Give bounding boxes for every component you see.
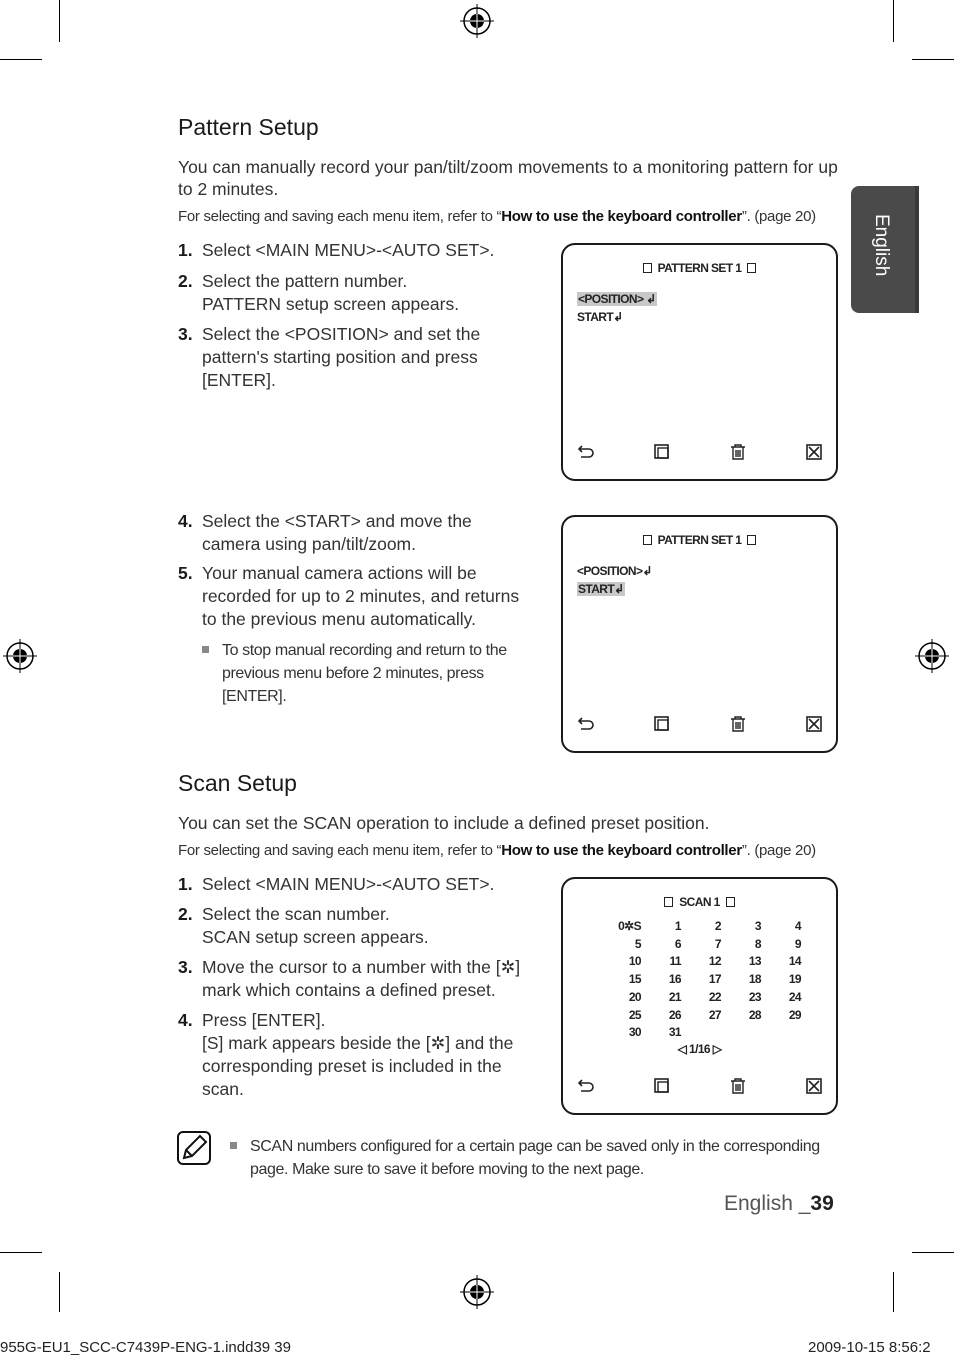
refer-prefix: For selecting and saving each menu item, refer to “ — [178, 208, 502, 225]
crop-mark — [893, 0, 894, 42]
language-side-tab-label: English — [871, 214, 892, 277]
step-text — [202, 1009, 513, 1101]
osd-title-text: PATTERN SET 1 — [657, 533, 742, 547]
step-line: Press [ENTER]. — [202, 1010, 326, 1030]
osd-title — [563, 895, 836, 909]
scan-number-cell[interactable]: 21 — [668, 989, 681, 1004]
note-line: page. Make sure to save it before moving to the next page. — [250, 1161, 644, 1178]
return-icon[interactable] — [577, 715, 595, 733]
return-icon[interactable] — [577, 1077, 595, 1095]
scan-page-indicator — [563, 1042, 836, 1056]
pattern-setup-refer — [178, 208, 848, 225]
scan-number-cell[interactable]: 6 — [674, 936, 681, 951]
step-line: Select the scan number. — [202, 904, 390, 924]
step-line: camera using pan/tilt/zoom. — [202, 534, 416, 554]
scan-number-cell[interactable]: 17 — [708, 972, 721, 987]
crop-mark — [893, 1272, 894, 1312]
crop-mark — [912, 1252, 954, 1253]
scan-number-cell[interactable]: 7 — [714, 936, 721, 951]
scan-number-cell[interactable]: 13 — [748, 954, 761, 969]
return-icon[interactable] — [577, 443, 595, 461]
enter-arrow-icon: ↲ — [642, 564, 652, 578]
scan-number-cell[interactable]: 22 — [708, 989, 721, 1004]
refer-suffix: ”. (page 20) — [741, 208, 816, 225]
step-line: to the previous menu automatically. — [202, 609, 476, 629]
footer-timestamp: 2009-10-15 8:56:2 — [808, 1339, 931, 1356]
refer-prefix: For selecting and saving each menu item, refer to “ — [178, 842, 502, 859]
save-icon[interactable] — [653, 1077, 671, 1095]
scan-setup-title: Scan Setup — [178, 770, 297, 796]
step-number: 2. — [178, 904, 193, 924]
step-line: Select the <POSITION> and set the — [202, 324, 481, 344]
step-line: Select the <START> and move the — [202, 511, 472, 531]
scan-number-cell[interactable]: 24 — [788, 989, 801, 1004]
save-icon[interactable] — [653, 443, 671, 461]
scan-number-cell[interactable]: 19 — [788, 972, 801, 987]
pattern-set-screen-2 — [561, 515, 838, 753]
scan-number-cell[interactable]: 10 — [628, 954, 641, 969]
step-text — [202, 562, 519, 631]
osd-position-label: <POSITION> — [578, 292, 644, 306]
save-icon[interactable] — [653, 715, 671, 733]
step-line: SCAN setup screen appears. — [202, 927, 429, 947]
scan-number-cell[interactable]: 26 — [668, 1007, 681, 1022]
step-line: corresponding preset is included in the — [202, 1056, 502, 1076]
step-line: mark which contains a defined preset. — [202, 980, 496, 1000]
footer-file-info: 955G-EU1_SCC-C7439P-ENG-1.indd39 39 — [0, 1339, 291, 1356]
refer-suffix: ”. (page 20) — [741, 842, 816, 859]
scan-number-cell[interactable]: 30 — [628, 1025, 641, 1040]
osd-title-text: SCAN 1 — [679, 895, 720, 909]
step-line: pattern's starting position and press — [202, 347, 478, 367]
delete-icon[interactable] — [729, 715, 747, 733]
step-number: 5. — [178, 563, 193, 583]
registration-mark-icon — [915, 639, 949, 673]
scan-bottom-note — [250, 1135, 820, 1181]
scan-number-cell[interactable]: 1 — [674, 919, 681, 933]
scan-number-cell[interactable]: 25 — [628, 1007, 641, 1022]
step-number: 1. — [178, 240, 193, 260]
scan-setup-refer — [178, 842, 848, 859]
scan-number-cell[interactable]: 14 — [788, 954, 801, 969]
step-number: 3. — [178, 957, 193, 977]
scan-number-cell[interactable]: 31 — [668, 1025, 681, 1040]
osd-start-label: START — [577, 310, 614, 324]
step-text — [202, 903, 429, 949]
crop-mark — [0, 1252, 42, 1253]
osd-title — [563, 261, 836, 275]
step-number: 4. — [178, 511, 193, 531]
page-prev-icon[interactable]: ◁ — [677, 1042, 687, 1056]
note-bullet — [202, 646, 209, 653]
page-next-icon[interactable]: ▷ — [712, 1042, 722, 1056]
scan-number-cell[interactable]: 8 — [754, 936, 761, 951]
delete-icon[interactable] — [729, 1077, 747, 1095]
enter-arrow-icon: ↲ — [646, 292, 656, 306]
crop-mark — [912, 59, 954, 60]
step-text: Select <MAIN MENU>-<AUTO SET>. — [202, 874, 495, 894]
step-number: 4. — [178, 1010, 193, 1030]
scan-set-screen — [561, 877, 838, 1115]
osd-icon-bar — [563, 443, 836, 461]
osd-title-text: PATTERN SET 1 — [657, 261, 742, 275]
note-line: To stop manual recording and return to the — [222, 642, 507, 659]
step-text — [202, 323, 480, 392]
scan-number-cell[interactable]: 2 — [714, 919, 721, 933]
pattern-setup-intro: You can manually record your pan/tilt/zoom movements to a monitoring pattern for up to 2 minutes. — [178, 157, 838, 199]
crop-mark — [0, 59, 42, 60]
enter-arrow-icon: ↲ — [614, 582, 624, 596]
step-text: Select <MAIN MENU>-<AUTO SET>. — [202, 240, 495, 260]
close-icon[interactable] — [805, 1077, 823, 1095]
page-number-value: 39 — [810, 1192, 834, 1215]
crop-mark — [59, 0, 60, 42]
step-text — [202, 510, 472, 556]
osd-title — [563, 533, 836, 547]
note-bullet — [230, 1142, 237, 1149]
scan-number-cell[interactable]: 15 — [628, 972, 641, 987]
close-icon[interactable] — [805, 443, 823, 461]
scan-number-cell[interactable]: 18 — [748, 972, 761, 987]
scan-number-cell[interactable]: 11 — [669, 954, 681, 969]
scan-number-cell[interactable]: 28 — [748, 1007, 761, 1022]
step-text — [202, 270, 459, 316]
scan-number-cell[interactable]: 0✲S — [618, 919, 641, 933]
osd-icon-bar — [563, 715, 836, 733]
pattern-set-screen-1 — [561, 243, 838, 481]
scan-number-cell[interactable]: 4 — [794, 919, 801, 933]
note-line: SCAN numbers configured for a certain page can be saved only in the corresponding — [250, 1138, 820, 1155]
osd-icon-bar — [563, 1077, 836, 1095]
scan-number-cell[interactable]: 23 — [748, 989, 761, 1004]
step-line: Move the cursor to a number with the [✲] — [202, 957, 521, 977]
enter-arrow-icon: ↲ — [613, 310, 623, 324]
refer-bold: How to use the keyboard controller — [501, 208, 742, 225]
step-line: PATTERN setup screen appears. — [202, 294, 460, 314]
scan-number-cell[interactable]: 16 — [668, 972, 681, 987]
delete-icon[interactable] — [729, 443, 747, 461]
pattern-stop-note — [222, 639, 507, 708]
scan-setup-intro: You can set the SCAN operation to include a defined preset position. — [178, 813, 710, 833]
osd-start-item[interactable] — [577, 310, 623, 324]
step-number: 1. — [178, 874, 193, 894]
page-number-prefix: English _ — [724, 1192, 811, 1215]
page-number — [724, 1192, 834, 1216]
note-pencil-icon — [176, 1130, 212, 1166]
osd-start-item[interactable] — [577, 582, 625, 596]
osd-position-label: <POSITION> — [577, 564, 643, 578]
scan-number-cell[interactable]: 9 — [794, 936, 801, 951]
osd-start-label: START — [578, 582, 615, 596]
step-line: [S] mark appears beside the [✲] and the — [202, 1033, 514, 1053]
step-text — [202, 956, 520, 1002]
close-icon[interactable] — [805, 715, 823, 733]
scan-number-cell[interactable]: 5 — [634, 936, 641, 951]
step-line: Select the pattern number. — [202, 271, 408, 291]
osd-position-item[interactable] — [577, 292, 657, 306]
step-number: 2. — [178, 271, 193, 291]
step-number: 3. — [178, 324, 193, 344]
scan-number-cell[interactable]: 27 — [708, 1007, 721, 1022]
pattern-setup-title: Pattern Setup — [178, 114, 319, 140]
step-line: [ENTER]. — [202, 370, 276, 390]
crop-mark — [59, 1272, 60, 1312]
step-line: recorded for up to 2 minutes, and returns — [202, 586, 520, 606]
note-line: previous menu before 2 minutes, press — [222, 665, 484, 682]
note-line: [ENTER]. — [222, 688, 287, 705]
step-line: scan. — [202, 1079, 244, 1099]
scan-number-cell[interactable]: 12 — [708, 954, 721, 969]
step-line: Your manual camera actions will be — [202, 563, 477, 583]
registration-mark-icon — [3, 639, 37, 673]
scan-number-cell[interactable]: 3 — [754, 919, 761, 933]
scan-number-cell[interactable]: 20 — [628, 989, 641, 1004]
scan-number-cell[interactable]: 29 — [788, 1007, 801, 1022]
registration-mark-icon — [460, 1275, 494, 1309]
registration-mark-icon — [460, 4, 494, 38]
scan-page-text: 1/16 — [689, 1042, 710, 1056]
osd-position-item[interactable] — [577, 564, 652, 578]
refer-bold: How to use the keyboard controller — [501, 842, 742, 859]
